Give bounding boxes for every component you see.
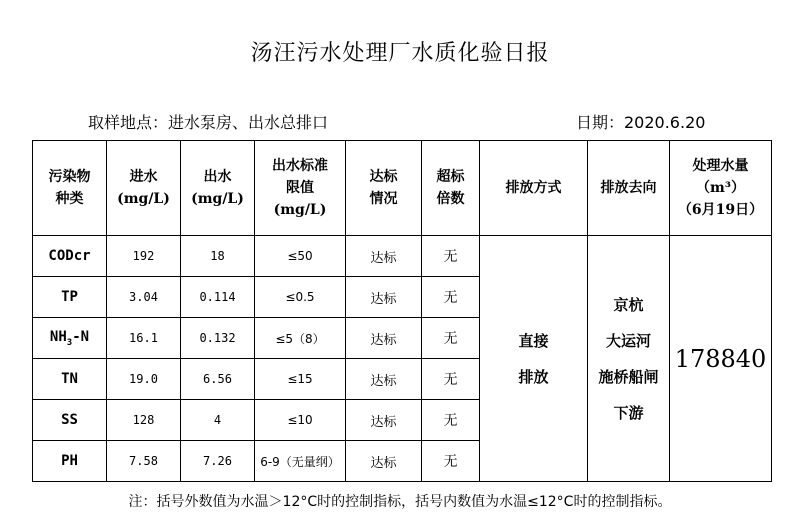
exceed-cell: 无	[422, 318, 480, 359]
header-method: 排放方式	[480, 141, 588, 236]
standard-cell: 6-9（无量纲）	[255, 441, 346, 482]
header-standard: 出水标准 限值 (mg/L)	[255, 141, 346, 236]
compliance-cell: 达标	[346, 277, 422, 318]
inflow-cell: 3.04	[107, 277, 181, 318]
header-inflow: 进水 (mg/L)	[107, 141, 181, 236]
pollutant-cell: $NH_3-N$	[33, 318, 107, 359]
outflow-cell: 0.132	[181, 318, 255, 359]
standard-cell: ≤0.5	[255, 277, 346, 318]
report-date: 日期：2020.6.20	[576, 113, 706, 132]
outflow-cell: 0.114	[181, 277, 255, 318]
header-row	[33, 141, 772, 236]
compliance-cell: 达标	[346, 400, 422, 441]
header-outflow: 出水 (mg/L)	[181, 141, 255, 236]
compliance-cell: 达标	[346, 359, 422, 400]
header-destination: 排放去向	[588, 141, 670, 236]
discharge-destination-cell: 京杭 大运河 施桥船闸 下游	[588, 236, 670, 482]
exceed-cell: 无	[422, 441, 480, 482]
inflow-cell: 192	[107, 236, 181, 277]
outflow-cell: 6.56	[181, 359, 255, 400]
inflow-cell: 7.58	[107, 441, 181, 482]
treated-volume-cell: 178840	[670, 236, 772, 482]
outflow-cell: 7.26	[181, 441, 255, 482]
report-title: 汤汪污水处理厂水质化验日报	[250, 41, 550, 66]
pollutant-cell: TN	[33, 359, 107, 400]
pollutant-cell: SS	[33, 400, 107, 441]
discharge-method-cell: 直接 排放	[480, 236, 588, 482]
exceed-cell: 无	[422, 359, 480, 400]
water-quality-table	[32, 140, 772, 482]
inflow-cell: 19.0	[107, 359, 181, 400]
standard-cell: ≤5（8）	[255, 318, 346, 359]
pollutant-cell: CODcr	[33, 236, 107, 277]
standard-cell: ≤10	[255, 400, 346, 441]
header-exceed: 超标 倍数	[422, 141, 480, 236]
compliance-cell: 达标	[346, 441, 422, 482]
standard-cell: ≤50	[255, 236, 346, 277]
table-row	[33, 236, 772, 277]
outflow-cell: 18	[181, 236, 255, 277]
exceed-cell: 无	[422, 236, 480, 277]
pollutant-cell: PH	[33, 441, 107, 482]
footnote: 注：括号外数值为水温＞12°C时的控制指标，括号内数值为水温≤12°C时的控制指标。	[128, 494, 672, 510]
compliance-cell: 达标	[346, 236, 422, 277]
compliance-cell: 达标	[346, 318, 422, 359]
outflow-cell: 4	[181, 400, 255, 441]
pollutant-cell: TP	[33, 277, 107, 318]
exceed-cell: 无	[422, 277, 480, 318]
header-volume: 处理水量 （m³） （6月19日）	[670, 141, 772, 236]
exceed-cell: 无	[422, 400, 480, 441]
standard-cell: ≤15	[255, 359, 346, 400]
sampling-location: 取样地点：进水泵房、出水总排口	[88, 113, 329, 132]
inflow-cell: 16.1	[107, 318, 181, 359]
header-pollutant: 污染物 种类	[33, 141, 107, 236]
header-compliance: 达标 情况	[346, 141, 422, 236]
inflow-cell: 128	[107, 400, 181, 441]
